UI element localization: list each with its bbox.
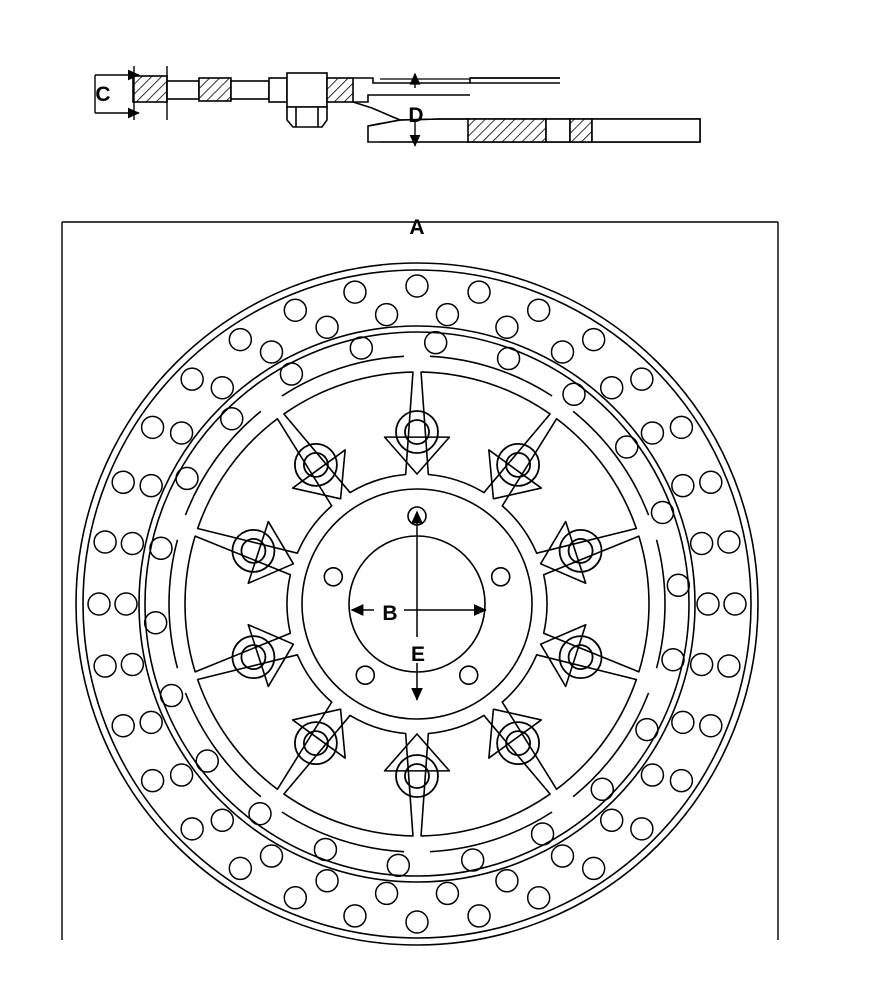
drill-hole (211, 377, 233, 399)
drill-hole (601, 809, 623, 831)
drill-hole (221, 408, 243, 430)
drill-hole (176, 467, 198, 489)
carrier-outer-arc (573, 411, 648, 515)
carrier-outer-arc (282, 812, 404, 852)
drill-hole (280, 363, 302, 385)
drill-hole (316, 316, 338, 338)
drill-hole (697, 593, 719, 615)
carrier-window (284, 372, 413, 493)
drill-hole (406, 275, 428, 297)
drill-hole (406, 911, 428, 933)
drill-hole (112, 715, 134, 737)
drill-hole (528, 299, 550, 321)
dimension-label-d: D (408, 104, 424, 127)
drill-hole (284, 299, 306, 321)
drill-hole (261, 845, 283, 867)
drill-hole (284, 887, 306, 909)
carrier-window (421, 715, 550, 836)
drill-hole (532, 823, 554, 845)
drill-hole (496, 316, 518, 338)
drill-hole (636, 719, 658, 741)
drill-hole (229, 857, 251, 879)
carrier-outer-arc (573, 693, 648, 797)
drill-hole (142, 416, 164, 438)
floating-rivet-outer (396, 755, 438, 797)
front-view-group (62, 222, 778, 945)
mounting-bolt-hole (324, 568, 342, 586)
drill-hole (631, 818, 653, 840)
drill-hole (528, 887, 550, 909)
drill-hole (591, 778, 613, 800)
drill-hole (718, 655, 740, 677)
drill-hole (667, 574, 689, 596)
drill-hole (376, 882, 398, 904)
drill-hole (115, 593, 137, 615)
drill-hole (631, 368, 653, 390)
drill-hole (344, 905, 366, 927)
drill-hole (387, 854, 409, 876)
dimension-label-a: A (409, 216, 425, 239)
drill-hole (140, 475, 162, 497)
drill-hole (462, 849, 484, 871)
drill-hole (249, 803, 271, 825)
drill-hole (161, 685, 183, 707)
drill-hole (583, 857, 605, 879)
section-hub-boss (269, 73, 327, 127)
floating-rivet-outer (396, 411, 438, 453)
drill-hole (94, 531, 116, 553)
drill-hole (140, 711, 162, 733)
carrier-outer-arc (430, 812, 552, 852)
drill-hole (616, 436, 638, 458)
drill-hole (496, 870, 518, 892)
drill-hole (436, 882, 458, 904)
mounting-bolt-hole (356, 666, 374, 684)
dimension-label-e: E (410, 643, 426, 666)
drill-hole (196, 750, 218, 772)
mounting-bolt-hole (460, 666, 478, 684)
drill-hole (425, 332, 447, 354)
drill-hole (662, 649, 684, 671)
drill-hole (350, 337, 372, 359)
section-rotor-left (133, 76, 269, 102)
drill-hole (468, 905, 490, 927)
carrier-window (421, 372, 550, 493)
carrier-outer-arc (657, 540, 665, 668)
section-rotor-right (353, 102, 700, 142)
drill-hole (142, 770, 164, 792)
drill-hole (436, 304, 458, 326)
drill-hole (670, 416, 692, 438)
drill-hole (724, 593, 746, 615)
drill-hole (316, 870, 338, 892)
drill-hole (376, 304, 398, 326)
drill-hole (583, 329, 605, 351)
dimension-label-b: B (382, 602, 398, 625)
drill-hole (211, 809, 233, 831)
carrier-outer-arc (169, 540, 177, 668)
drill-hole (563, 383, 585, 405)
carrier-triangle-cutout (385, 734, 450, 771)
carrier-outer-arc (282, 356, 404, 396)
drill-hole (691, 654, 713, 676)
drill-hole (229, 329, 251, 351)
drill-hole (468, 281, 490, 303)
drill-hole (88, 593, 110, 615)
drill-hole (171, 422, 193, 444)
carrier-outer-arc (185, 693, 260, 797)
drill-hole (691, 532, 713, 554)
drill-hole (314, 838, 336, 860)
section-view-group (95, 66, 700, 146)
section-upper-flange (327, 78, 560, 102)
drill-hole (121, 532, 143, 554)
drill-hole (344, 281, 366, 303)
drill-hole (672, 711, 694, 733)
drill-hole (672, 475, 694, 497)
drill-hole (181, 368, 203, 390)
drill-hole (498, 348, 520, 370)
drill-hole (641, 764, 663, 786)
drill-hole (121, 654, 143, 676)
drill-hole (601, 377, 623, 399)
carrier-window (284, 715, 413, 836)
carrier-outer-arc (430, 356, 552, 396)
mounting-bolt-hole (492, 568, 510, 586)
carrier-triangle-cutout (385, 437, 450, 474)
drill-hole (700, 715, 722, 737)
drill-hole (181, 818, 203, 840)
drill-hole (552, 845, 574, 867)
drill-hole (700, 471, 722, 493)
drill-hole (94, 655, 116, 677)
drill-hole (112, 471, 134, 493)
drill-hole (651, 501, 673, 523)
drill-hole (670, 770, 692, 792)
drill-hole (145, 612, 167, 634)
drill-hole (552, 341, 574, 363)
drill-hole (150, 537, 172, 559)
dimension-label-c: C (95, 83, 111, 106)
drill-hole (171, 764, 193, 786)
drill-hole (261, 341, 283, 363)
carrier-outer-arc (185, 411, 260, 515)
drill-hole (641, 422, 663, 444)
drill-hole (718, 531, 740, 553)
